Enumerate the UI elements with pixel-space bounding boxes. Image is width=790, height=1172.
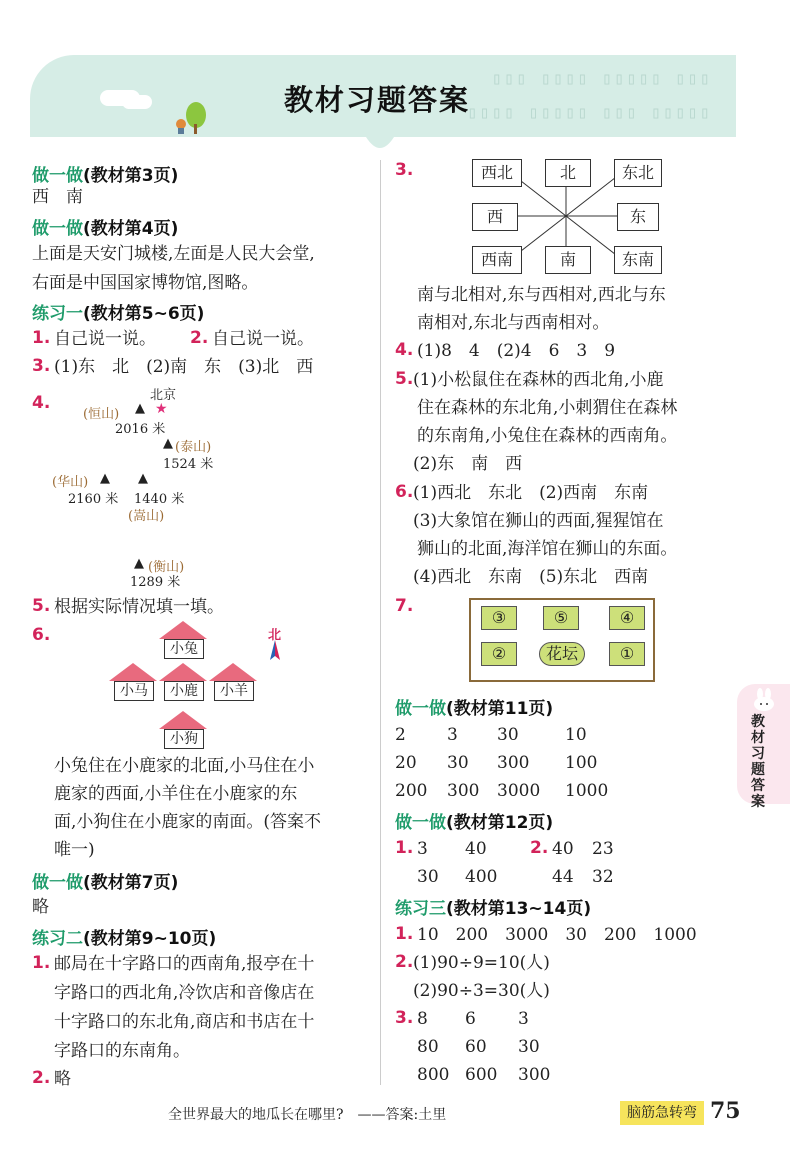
header-decor-text: ▯▯▯▯ ▯▯▯▯▯ ▯▯▯ ▯▯▯▯▯ bbox=[467, 103, 712, 123]
question-number: 3. bbox=[395, 160, 414, 180]
answer-text: 狮山的北面,海洋馆在狮山的东面。 bbox=[417, 539, 678, 559]
house-roof-icon bbox=[208, 662, 258, 682]
height-songshan: 1440 米 bbox=[134, 492, 185, 507]
dir-box-northwest: 西北 bbox=[472, 159, 522, 187]
bunny-icon bbox=[751, 688, 777, 712]
house-xiaogou: 小狗 bbox=[164, 729, 204, 749]
answer-cell: 2 bbox=[395, 725, 406, 745]
house-roof-icon bbox=[158, 620, 208, 640]
height-hengshan: 2016 米 bbox=[115, 422, 166, 437]
answer-text: (1)西北 东北 (2)西南 东南 bbox=[413, 483, 649, 503]
question-number: 3. bbox=[32, 356, 51, 376]
dir-box-southwest: 西南 bbox=[472, 246, 522, 274]
north-label: 北 bbox=[268, 628, 282, 643]
house-xiaoyang: 小羊 bbox=[214, 681, 254, 701]
answer-cell: 40 bbox=[465, 839, 487, 859]
answer-cell: 3 bbox=[417, 839, 428, 859]
label-hengshan: (恒山) bbox=[83, 407, 120, 422]
section-heading: 练习一(教材第5~6页) bbox=[32, 304, 205, 324]
footer-riddle: 全世界最大的地瓜长在哪里? ——答案:土里 bbox=[168, 1107, 447, 1123]
question-number: 2. bbox=[395, 952, 414, 972]
answer-text: 略 bbox=[54, 1069, 71, 1089]
question-number: 1. bbox=[32, 953, 51, 973]
answer-cell: 300 bbox=[497, 753, 530, 773]
answer-text: 自己说一说。 bbox=[212, 329, 314, 349]
answer-text: 自己说一说。 bbox=[54, 329, 156, 349]
answer-text: (3)大象馆在狮山的西面,猩猩馆在 bbox=[413, 511, 664, 531]
house-xiaotu: 小兔 bbox=[164, 639, 204, 659]
answer-cell: 23 bbox=[592, 839, 614, 859]
mountain-icon: ▲ bbox=[100, 471, 110, 486]
dir-box-west: 西 bbox=[472, 203, 518, 231]
question-number: 4. bbox=[395, 340, 414, 360]
answer-cell: 30 bbox=[497, 725, 519, 745]
flower-bed: 花坛 bbox=[539, 642, 585, 666]
question-number: 6. bbox=[32, 625, 51, 645]
answer-text: 略 bbox=[32, 897, 49, 917]
house-xiaolu: 小鹿 bbox=[164, 681, 204, 701]
answer-cell: 40 bbox=[552, 839, 574, 859]
tree-icon bbox=[172, 100, 208, 136]
answer-text: (4)西北 东南 (5)东北 西南 bbox=[413, 567, 649, 587]
label-huashan: (华山) bbox=[52, 475, 89, 490]
question-number: 2. bbox=[530, 838, 549, 858]
answer-text: 住在森林的东北角,小刺猬住在森林 bbox=[417, 398, 678, 418]
zoo-map bbox=[469, 598, 655, 682]
zoo-cell-2: ② bbox=[481, 642, 517, 666]
answer-cell: 32 bbox=[592, 867, 614, 887]
zoo-cell-4: ④ bbox=[609, 606, 645, 630]
zoo-cell-1: ① bbox=[609, 642, 645, 666]
question-number: 1. bbox=[395, 838, 414, 858]
section-heading: 做一做(教材第4页) bbox=[32, 219, 179, 239]
answer-text: 面,小狗住在小鹿家的南面。(答案不 bbox=[54, 812, 322, 832]
answer-cell: 60 bbox=[465, 1037, 487, 1057]
answer-text: 南与北相对,东与西相对,西北与东 bbox=[417, 285, 666, 305]
header-decor-text: ▯▯▯ ▯▯▯▯ ▯▯▯▯▯ ▯▯▯ bbox=[491, 69, 712, 89]
answer-cell: 3 bbox=[447, 725, 458, 745]
north-arrow-icon bbox=[268, 640, 282, 660]
answer-text: 的东南角,小兔住在森林的西南角。 bbox=[417, 426, 678, 446]
answer-text: 小兔住在小鹿家的北面,小马住在小 bbox=[54, 756, 315, 776]
answer-text: 鹿家的西面,小羊住在小鹿家的东 bbox=[54, 784, 298, 804]
answer-text: 字路口的东南角。 bbox=[54, 1041, 190, 1061]
answer-cell: 200 bbox=[395, 781, 428, 801]
answer-cell: 30 bbox=[417, 867, 439, 887]
mountain-icon: ▲ bbox=[138, 471, 148, 486]
question-number: 1. bbox=[32, 328, 51, 348]
section-heading: 做一做(教材第12页) bbox=[395, 813, 554, 833]
answer-cell: 1000 bbox=[565, 781, 609, 801]
dir-box-south: 南 bbox=[545, 246, 591, 274]
height-huashan: 2160 米 bbox=[68, 492, 119, 507]
label-taishan: (泰山) bbox=[175, 440, 212, 455]
answer-cell: 300 bbox=[447, 781, 480, 801]
page-title: 教材习题答案 bbox=[284, 83, 471, 117]
question-number: 2. bbox=[32, 1068, 51, 1088]
side-tab bbox=[737, 684, 790, 810]
house-roof-icon bbox=[158, 662, 208, 682]
answer-text: 右面是中国国家博物馆,图略。 bbox=[32, 273, 259, 293]
brain-teaser-badge: 脑筋急转弯 bbox=[620, 1101, 704, 1125]
cloud-icon bbox=[122, 95, 152, 109]
column-divider bbox=[380, 160, 381, 1085]
question-number: 5. bbox=[32, 596, 51, 616]
answer-cell: 30 bbox=[518, 1037, 540, 1057]
section-heading: 做一做(教材第7页) bbox=[32, 873, 179, 893]
answer-text: (1)8 4 (2)4 6 3 9 bbox=[417, 341, 616, 361]
answer-cell: 30 bbox=[447, 753, 469, 773]
answer-text: (1)90÷9=10(人) bbox=[413, 953, 550, 973]
answer-text: 南相对,东北与西南相对。 bbox=[417, 313, 610, 333]
section-heading: 做一做(教材第3页) bbox=[32, 166, 179, 186]
answer-text: 字路口的西北角,冷饮店和音像店在 bbox=[54, 983, 315, 1003]
section-heading: 练习三(教材第13~14页) bbox=[395, 899, 592, 919]
mountain-icon: ▲ bbox=[135, 401, 145, 416]
answer-cell: 8 bbox=[417, 1009, 428, 1029]
label-beijing: 北京 bbox=[150, 388, 177, 403]
house-roof-icon bbox=[158, 710, 208, 730]
answer-cell: 3000 bbox=[497, 781, 541, 801]
answer-text: 10 200 3000 30 200 1000 bbox=[417, 925, 697, 945]
answer-text: 十字路口的东北角,商店和书店在十 bbox=[54, 1012, 315, 1032]
question-number: 6. bbox=[395, 482, 414, 502]
dir-box-northeast: 东北 bbox=[614, 159, 662, 187]
section-heading: 做一做(教材第11页) bbox=[395, 699, 554, 719]
question-number: 1. bbox=[395, 924, 414, 944]
answer-cell: 600 bbox=[465, 1065, 498, 1085]
dir-box-north: 北 bbox=[545, 159, 591, 187]
page-number: 75 bbox=[710, 1098, 741, 1124]
answer-cell: 10 bbox=[565, 725, 587, 745]
answer-cell: 3 bbox=[518, 1009, 529, 1029]
question-number: 7. bbox=[395, 596, 414, 616]
zoo-cell-5: ⑤ bbox=[543, 606, 579, 630]
divider-notch bbox=[366, 137, 394, 157]
mountain-icon: ▲ bbox=[134, 556, 144, 571]
house-roof-icon bbox=[108, 662, 158, 682]
house-xiaoma: 小马 bbox=[114, 681, 154, 701]
answer-text: (1)小松鼠住在森林的西北角,小鹿 bbox=[413, 370, 664, 390]
question-number: 4. bbox=[32, 393, 51, 413]
dir-box-southeast: 东南 bbox=[614, 246, 662, 274]
answer-text: (2)东 南 西 bbox=[413, 454, 523, 474]
answer-cell: 44 bbox=[552, 867, 574, 887]
mountain-icon: ▲ bbox=[163, 436, 173, 451]
section-heading: 练习二(教材第9~10页) bbox=[32, 929, 217, 949]
answer-cell: 300 bbox=[518, 1065, 551, 1085]
zoo-cell-3: ③ bbox=[481, 606, 517, 630]
answer-text: 上面是天安门城楼,左面是人民大会堂, bbox=[32, 244, 315, 264]
label-songshan: (嵩山) bbox=[128, 509, 165, 524]
answer-text: (2)90÷3=30(人) bbox=[413, 981, 550, 1001]
label-hengshan2: (衡山) bbox=[148, 560, 185, 575]
answer-cell: 20 bbox=[395, 753, 417, 773]
height-taishan: 1524 米 bbox=[163, 457, 214, 472]
question-number: 2. bbox=[190, 328, 209, 348]
answer-text: 根据实际情况填一填。 bbox=[54, 597, 224, 617]
answer-cell: 400 bbox=[465, 867, 498, 887]
height-hengshan2: 1289 米 bbox=[130, 575, 181, 590]
answer-text: 唯一) bbox=[54, 840, 95, 860]
question-number: 5. bbox=[395, 369, 414, 389]
star-icon: ★ bbox=[155, 401, 168, 417]
question-number: 3. bbox=[395, 1008, 414, 1028]
answer-text: 西 南 bbox=[32, 187, 83, 207]
side-tab-label: 教材习题答案 bbox=[751, 714, 765, 810]
answer-cell: 100 bbox=[565, 753, 598, 773]
dir-box-east: 东 bbox=[617, 203, 659, 231]
answer-text: 邮局在十字路口的西南角,报亭在十 bbox=[54, 954, 315, 974]
answer-cell: 6 bbox=[465, 1009, 476, 1029]
answer-cell: 80 bbox=[417, 1037, 439, 1057]
answer-cell: 800 bbox=[417, 1065, 450, 1085]
answer-text: (1)东 北 (2)南 东 (3)北 西 bbox=[54, 357, 314, 377]
